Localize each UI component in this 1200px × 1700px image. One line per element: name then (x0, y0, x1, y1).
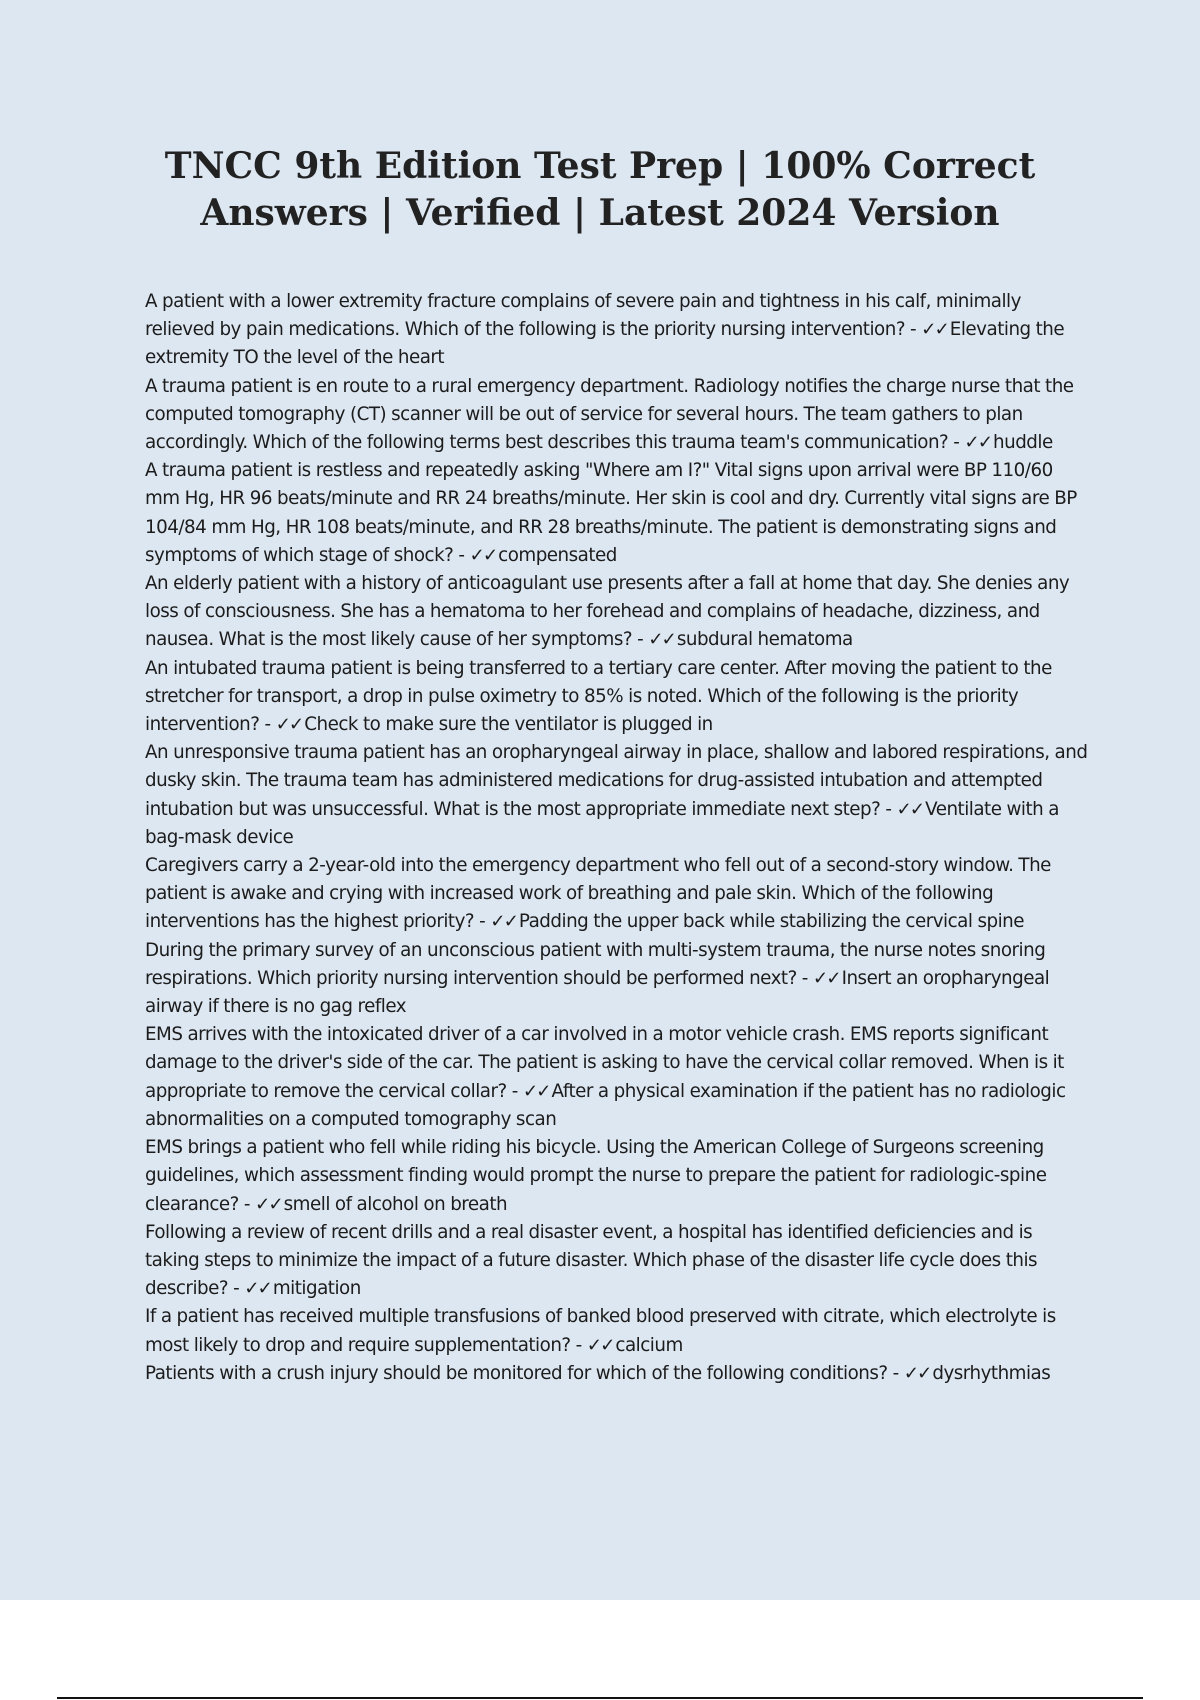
answer-separator: - (880, 798, 897, 820)
answer-separator: - (453, 544, 470, 566)
double-check-icon: ✓✓ (903, 1362, 931, 1384)
qa-item (145, 739, 1090, 852)
double-check-icon: ✓✓ (812, 967, 840, 989)
answer-text: After a physical examination if the patient has no radiologic abnormalities on a computed tomography scan (145, 1080, 1066, 1130)
double-check-icon: ✓✓ (648, 629, 675, 651)
answer-separator: - (259, 714, 276, 736)
answer-text: calcium (615, 1334, 683, 1356)
qa-item (145, 1219, 1090, 1304)
answer-text: subdural hematoma (676, 629, 853, 651)
answer-text: Check to make sure the ventilator is plugged in (304, 714, 713, 736)
answer-separator: - (887, 1362, 904, 1384)
question-text: Patients with a crush injury should be monitored for which of the following conditions? (145, 1362, 888, 1384)
question-text: An intubated trauma patient is being transferred to a tertiary care center. After moving the patient to the stretcher for transport, a drop in pulse oximetry to 85% is noted. Which of the following is the priority intervention? (145, 657, 1052, 736)
qa-item (145, 937, 1090, 1022)
qa-item (145, 570, 1090, 655)
qa-item (145, 373, 1090, 458)
answer-separator: - (796, 967, 813, 989)
answer-text: Insert an oropharyngeal airway if there is no gag reflex (145, 967, 1050, 1018)
qa-item (145, 288, 1090, 373)
question-text: An elderly patient with a history of anticoagulant use presents after a fall at home that day. She denies any loss of consciousness. She has a hematoma to her forehead and complains of headache, dizziness, and nausea. What is the most likely cause of her symptoms? (145, 573, 1070, 651)
double-check-icon: ✓✓ (490, 911, 517, 933)
qa-item (145, 1303, 1090, 1359)
question-text: Caregivers carry a 2-year-old into the emergency department who fell out of a second-story window. The patient is awake and crying with increased work of breathing and pale skin. Which of the following interventions has the highest priority? (145, 855, 1051, 933)
qa-item (145, 852, 1090, 937)
answer-separator: - (570, 1334, 587, 1356)
double-check-icon: ✓✓ (522, 1080, 550, 1102)
answer-text: mitigation (272, 1278, 361, 1300)
double-check-icon: ✓✓ (255, 1193, 282, 1215)
question-text: Following a review of recent drills and a real disaster event, a hospital has identified deficiencies and is taking steps to minimize the impact of a future disaster. Which phase of the disaster life cycle does this describe? (145, 1221, 1038, 1300)
answer-separator: - (905, 319, 922, 341)
qa-item (145, 1360, 1090, 1388)
answer-text: compensated (498, 544, 617, 566)
answer-text: smell of alcohol on breath (283, 1193, 508, 1215)
double-check-icon: ✓✓ (896, 798, 924, 820)
question-answer-list (145, 288, 1090, 1388)
qa-item (145, 1134, 1090, 1219)
answer-separator: - (632, 629, 649, 651)
qa-item (145, 1021, 1090, 1134)
answer-text: Elevating the extremity TO the level of the heart (145, 319, 1065, 369)
bottom-divider (57, 1697, 1143, 1699)
qa-item (145, 457, 1090, 570)
answer-separator: - (228, 1278, 245, 1300)
answer-separator: - (506, 1080, 523, 1102)
double-check-icon: ✓✓ (469, 544, 497, 566)
question-text: EMS brings a patient who fell while riding his bicycle. Using the American College of Surgeons screening guidelines, which assessment finding would prompt the nurse to prepare the patient for radiologic-spine clearance? (145, 1137, 1047, 1215)
answer-text: dysrhythmias (932, 1362, 1051, 1384)
question-text: During the primary survey of an unconscious patient with multi-system trauma, the nurse notes snoring respirations. Which priority nursing intervention should be performed next? (145, 939, 1046, 989)
question-text: If a patient has received multiple transfusions of banked blood preserved with citrate, which electrolyte is most likely to drop and require supplementation? (145, 1306, 1056, 1356)
question-text: A patient with a lower extremity fracture complains of severe pain and tightness in his calf, minimally relieved by pain medications. Which of the following is the priority nursing intervention? (145, 291, 1021, 341)
answer-text: Padding the upper back while stabilizing the cervical spine (518, 911, 1025, 933)
qa-item (145, 655, 1090, 740)
double-check-icon: ✓✓ (921, 319, 948, 341)
answer-separator: - (948, 432, 965, 454)
double-check-icon: ✓✓ (244, 1278, 271, 1300)
question-text: A trauma patient is en route to a rural emergency department. Radiology notifies the charge nurse that the computed tomography (CT) scanner will be out of service for several hours. The team gathers to plan accordingly. Which of the following terms best describes this trauma team's communication? (145, 375, 1074, 454)
double-check-icon: ✓✓ (275, 714, 303, 736)
double-check-icon: ✓✓ (964, 432, 992, 454)
double-check-icon: ✓✓ (586, 1334, 614, 1356)
answer-separator: - (474, 911, 491, 933)
answer-separator: - (238, 1193, 256, 1215)
question-text: EMS arrives with the intoxicated driver of a car involved in a motor vehicle crash. EMS reports significant damage to the driver's side of the car. The patient is asking to have the cervical collar removed. When is it appropriate to remove the cervical collar? (145, 1024, 1064, 1102)
answer-text: huddle (993, 432, 1053, 454)
answer-text: Ventilate with a bag-mask device (145, 798, 1059, 848)
page-title: TNCC 9th Edition Test Prep | 100% Correct Answers | Verified | Latest 2024 Version (164, 145, 1036, 234)
question-text: An unresponsive trauma patient has an oropharyngeal airway in place, shallow and labored respirations, and dusky skin. The trauma team has administered medications for drug-assisted intubation and attempted intubation but was unsuccessful. What is the most appropriate immediate next step? (145, 742, 1088, 820)
question-text: A trauma patient is restless and repeatedly asking "Where am I?" Vital signs upon arrival were BP 110/60 mm Hg, HR 96 beats/minute and RR 24 breaths/minute. Her skin is cool and dry. Currently vital signs are BP 104/84 mm Hg, HR 108 beats/minute, and RR 28 breaths/minute. The patient is demonstrating signs and symptoms of which stage of shock? (145, 460, 1077, 566)
